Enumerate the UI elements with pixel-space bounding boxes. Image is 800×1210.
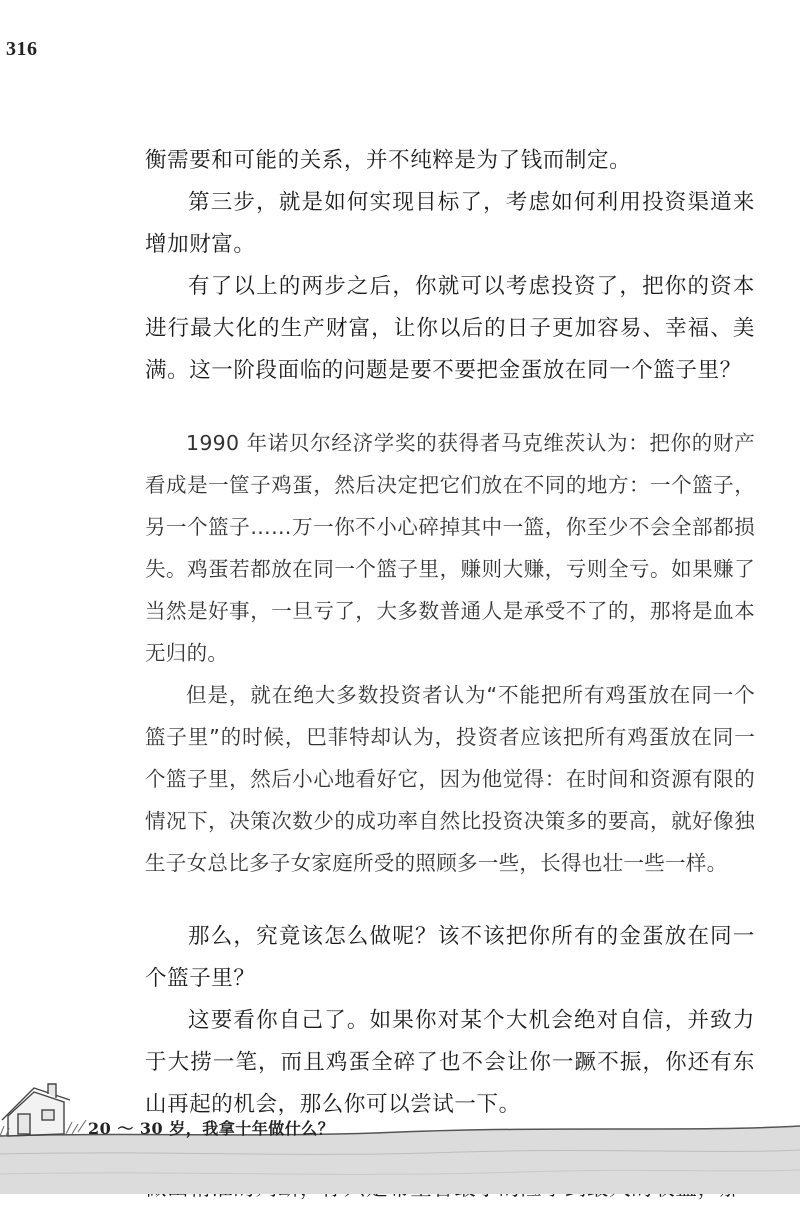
book-title: 20 ～ 30 岁，我拿十年做什么？ [88,1119,335,1138]
page-footer [0,1074,800,1194]
paragraph-investment-question: 有了以上的两步之后，你就可以考虑投资了，把你的资本进行最大化的生产财富，让你以后的日子更加容易、幸福、美满。这一阶段面临的问题是要不要把金蛋放在同一个篮子里？ [145,274,755,383]
paragraph-self-decide: 这要看你自己了。如果你对某个大机会绝对自信，并致力于大捞一笔，而且鸡蛋全碎了也不会让你一蹶不振，你还有东山再起的机会，那么你可以尝试一下。 [145,1008,755,1117]
quote-markowitz: 1990 年诺贝尔经济学奖的获得者马克维茨认为：把你的财产看成是一筐子鸡蛋，然后决定把它们放在不同的地方：一个篮子，另一个篮子……万一你不小心碎掉其中一篮，你至少不会全部都损失。鸡蛋若都放在同一个篮子里，赚则大赚，亏则全亏。如果赚了当然是好事，一旦亏了，大多数普通人是承受不了的，那将是血本无归的。 [145,431,755,665]
paragraph-what-to-do: 那么，究竟该怎么做呢？该不该把你所有的金蛋放在同一个篮子里？ [145,924,755,991]
quote-buffett: 但是，就在绝大多数投资者认为“不能把所有鸡蛋放在同一个篮子里”的时候，巴菲特却认为，投资者应该把所有鸡蛋放在同一个篮子里，然后小心地看好它，因为他觉得：在时间和资源有限的情况下，决策次数少的成功率自然比投资决策多的要高，就好像独生子女总比多子女家庭所受的照顾多一些，长得也壮一些一样。 [145,683,755,875]
page-body [145,140,755,1210]
paragraph-continuation: 衡需要和可能的关系，并不纯粹是为了钱而制定。 [145,148,632,173]
paragraph-step-three: 第三步，就是如何实现目标了，考虑如何利用投资渠道来增加财富。 [145,190,755,257]
page-number: 316 [6,38,38,60]
house-icon [2,1084,70,1136]
